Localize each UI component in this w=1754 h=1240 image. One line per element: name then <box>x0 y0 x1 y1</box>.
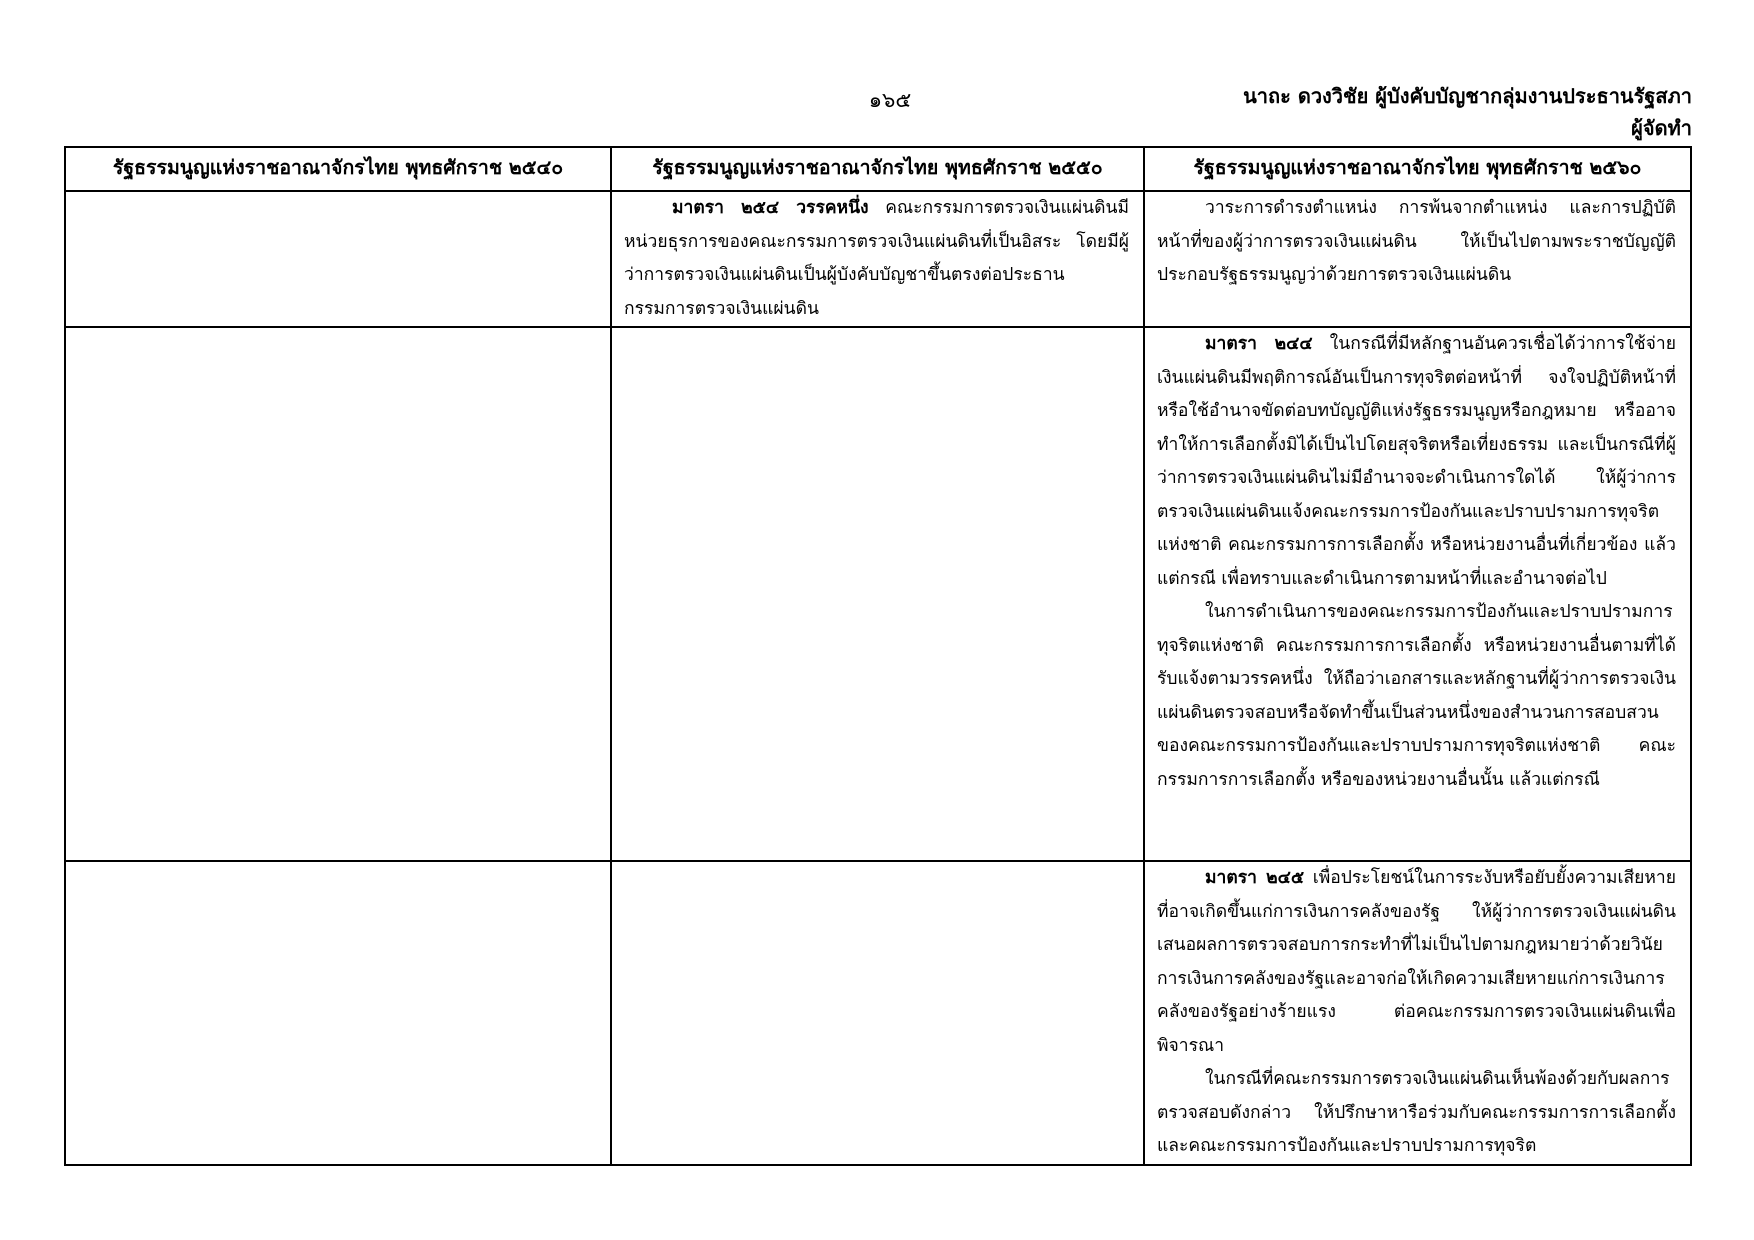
cell-2540 <box>65 191 611 327</box>
cell-2550 <box>611 191 1144 327</box>
table-header-row <box>65 147 1691 191</box>
section-label: มาตรา ๒๔๔ <box>1205 334 1313 354</box>
cell-2560 <box>1144 327 1691 861</box>
section-paragraph <box>624 192 1129 326</box>
cell-2560 <box>1144 861 1691 1165</box>
section-text: เพื่อประโยชน์ในการระงับหรือยับยั้งความเสียหายที่อาจเกิดขึ้นแก่การเงินการคลังของรัฐ ให้ผู้ว่าการตรวจเงินแผ่นดินเสนอผลการตรวจสอบการกระทำที่ไม่เป็นไปตามกฎหมายว่าด้วยวินัยการเงินการคลังของรัฐและอาจก่อให้เกิดความเสียหายแก่การเงินการคลังของรัฐอย่างร้ายแรง ต่อคณะกรรมการตรวจเงินแผ่นดินเพื่อพิจารณา <box>1157 868 1677 1056</box>
cell-2550 <box>611 327 1144 861</box>
paragraph: วาระการดำรงตำแหน่ง การพ้นจากตำแหน่ง และการปฏิบัติหน้าที่ของผู้ว่าการตรวจเงินแผ่นดิน ให้เป็นไปตามพระราชบัญญัติประกอบรัฐธรรมนูญว่าด้วยการตรวจเงินแผ่นดิน <box>1157 198 1676 285</box>
section-paragraph <box>1157 862 1676 1063</box>
section-label: มาตรา ๒๕๔ วรรคหนึ่ง <box>672 198 869 218</box>
section-text: ในกรณีที่มีหลักฐานอันควรเชื่อได้ว่าการใช้จ่ายเงินแผ่นดินมีพฤติการณ์อันเป็นการทุจริตต่อหน้าที่ จงใจปฏิบัติหน้าที่หรือใช้อำนาจขัดต่อบทบัญญัติแห่งรัฐธรรมนูญหรือกฎหมาย หรืออาจทำให้การเลือกตั้งมิได้เป็นไปโดยสุจริตหรือเที่ยงธรรม และเป็นกรณีที่ผู้ว่าการตรวจเงินแผ่นดินไม่มีอำนาจจะดำเนินการใดได้ ให้ผู้ว่าการตรวจเงินแผ่นดินแจ้งคณะกรรมการป้องกันและปราบปรามการทุจริตแห่งชาติ คณะกรรมการการเลือกตั้ง หรือหน่วยงานอื่นที่เกี่ยวข้อง แล้วแต่กรณี เพื่อทราบและดำเนินการตามหน้าที่และอำนาจต่อไป <box>1157 334 1676 589</box>
page-number: ๑๖๕ <box>868 88 912 112</box>
table-row <box>65 191 1691 327</box>
paragraph: ในกรณีที่คณะกรรมการตรวจเงินแผ่นดินเห็นพ้องด้วยกับผลการตรวจสอบดังกล่าว ให้ปรึกษาหารือร่วมกับคณะกรรมการการเลือกตั้งและคณะกรรมการป้องกันและปราบปรามการทุจริต <box>1157 1069 1676 1156</box>
table-row <box>65 327 1691 861</box>
section-paragraph <box>1157 328 1676 596</box>
author-role: ผู้จัดทำ <box>1631 116 1692 140</box>
section-label: มาตรา ๒๔๕ <box>1205 868 1305 888</box>
column-header-2560: รัฐธรรมนูญแห่งราชอาณาจักรไทย พุทธศักราช ๒๕๖๐ <box>1144 147 1691 191</box>
paragraph: ในการดำเนินการของคณะกรรมการป้องกันและปราบปรามการทุจริตแห่งชาติ คณะกรรมการการเลือกตั้ง หรือหน่วยงานอื่นตามที่ได้รับแจ้งตามวรรคหนึ่ง ให้ถือว่าเอกสารและหลักฐานที่ผู้ว่าการตรวจเงินแผ่นดินตรวจสอบหรือจัดทำขึ้นเป็นส่วนหนึ่งของสำนวนการสอบสวนของคณะกรรมการป้องกันและปราบปรามการทุจริตแห่งชาติ คณะกรรมการการเลือกตั้ง หรือของหน่วยงานอื่นนั้น แล้วแต่กรณี <box>1157 602 1676 790</box>
author-credit <box>1243 80 1692 144</box>
cell-2550 <box>611 861 1144 1165</box>
author-name: นาถะ ดวงวิชัย ผู้บังคับบัญชากลุ่มงานประธานรัฐสภา <box>1243 84 1692 108</box>
column-header-2550: รัฐธรรมนูญแห่งราชอาณาจักรไทย พุทธศักราช ๒๕๕๐ <box>611 147 1144 191</box>
column-header-2540: รัฐธรรมนูญแห่งราชอาณาจักรไทย พุทธศักราช ๒๕๔๐ <box>65 147 611 191</box>
table-row <box>65 861 1691 1165</box>
cell-2560 <box>1144 191 1691 327</box>
section-text: คณะกรรมการตรวจเงินแผ่นดินมีหน่วยธุรการของคณะกรรมการตรวจเงินแผ่นดินที่เป็นอิสระ โดยมีผู้ว่าการตรวจเงินแผ่นดินเป็นผู้บังคับบัญชาขึ้นตรงต่อประธานกรรมการตรวจเงินแผ่นดิน <box>624 198 1129 319</box>
cell-2540 <box>65 327 611 861</box>
constitution-comparison-table <box>64 146 1692 1166</box>
cell-2540 <box>65 861 611 1165</box>
